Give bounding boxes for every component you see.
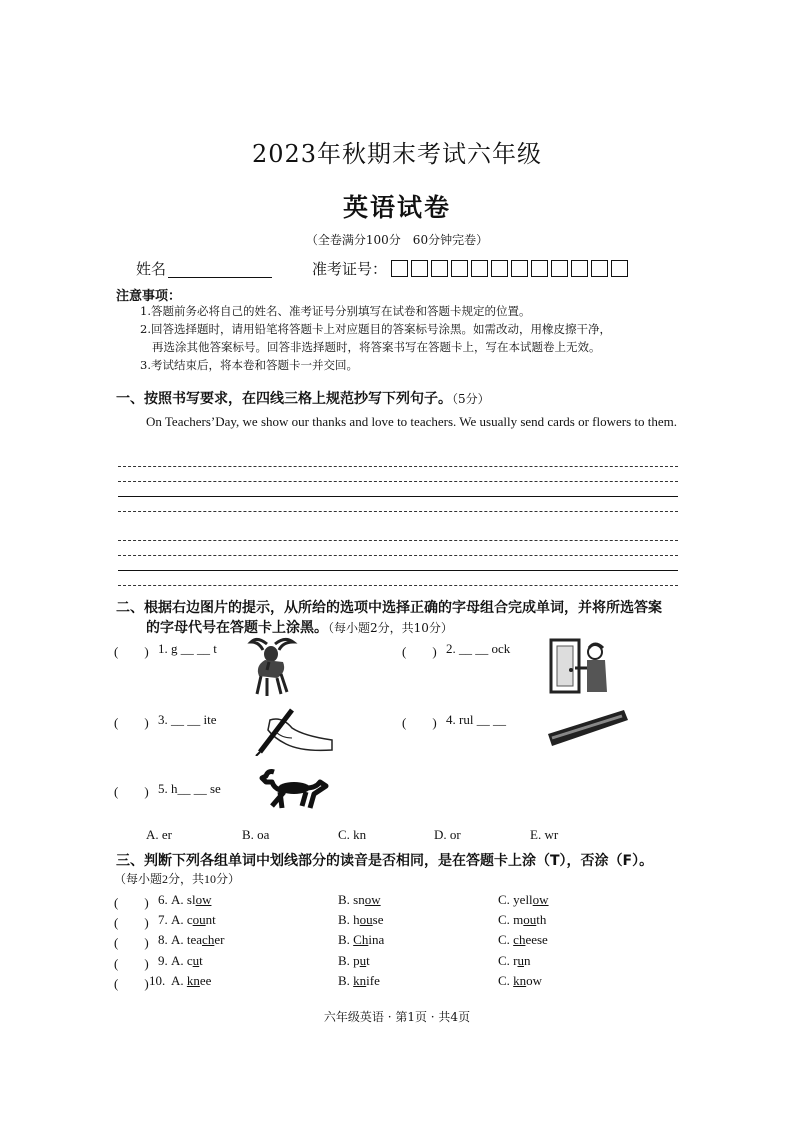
word-choice-c — [498, 892, 549, 908]
id-box[interactable] — [531, 260, 548, 277]
id-box[interactable] — [571, 260, 588, 277]
question-number: 8. — [158, 932, 168, 947]
word-prefix: C. r — [498, 953, 518, 968]
word-choice-a — [171, 892, 211, 908]
section3-heading: 三、判断下列各组单词中划线部分的读音是否相同，是在答题卡上涂（T），否涂（F）。 — [116, 853, 654, 869]
section1-heading-text: 一、按照书写要求，在四线三格上规范抄写下列句子。 — [116, 391, 452, 407]
answer-paren[interactable]: ( ) — [114, 784, 149, 799]
id-box[interactable] — [611, 260, 628, 277]
underlined-part: ou — [359, 912, 373, 927]
section2-heading: 二、根据右边图片的提示，从所给的选项中选择正确的字母组合完成单词，并将所选答案 — [116, 600, 662, 616]
word-prefix: A. — [171, 973, 187, 988]
id-box[interactable] — [591, 260, 608, 277]
id-box[interactable] — [471, 260, 488, 277]
note-item: 3.考试结束后，将本卷和答题卡一并交回。 — [140, 358, 358, 372]
word-choice-c — [498, 973, 542, 989]
door-knock-image — [549, 638, 611, 694]
id-box[interactable] — [411, 260, 428, 277]
underlined-part: kn — [353, 973, 367, 988]
word-suffix: t — [199, 953, 203, 968]
underlined-part: ou — [523, 912, 537, 927]
id-label: 准考证号： — [312, 260, 388, 278]
question-1: 1. g __ __ t — [158, 641, 217, 656]
id-box[interactable] — [391, 260, 408, 277]
answer-paren[interactable]: ( ) — [114, 935, 149, 950]
word-suffix: er — [214, 932, 225, 947]
question-number: 10. — [149, 973, 166, 988]
question-number: 7. — [158, 912, 168, 927]
section2-heading-text: 的字母代号在答题卡上涂黑。 — [146, 620, 328, 636]
question-number: 9. — [158, 953, 168, 968]
writing-line — [118, 540, 678, 541]
answer-paren[interactable]: ( ) — [402, 715, 437, 730]
underlined-part: u — [517, 953, 524, 968]
underlined-part: kn — [186, 973, 200, 988]
note-item: 1.答题前务必将自己的姓名、准考证号分别填写在试卷和答题卡规定的位置。 — [140, 304, 531, 318]
underlined-part: ch — [513, 932, 526, 947]
answer-paren[interactable]: ( ) — [114, 956, 149, 971]
word-prefix: C. — [498, 932, 514, 947]
exam-subject: 英语试卷 — [342, 193, 451, 222]
word-choice-c — [498, 953, 531, 969]
notes-heading: 注意事项： — [116, 289, 182, 304]
exam-id-boxes[interactable] — [391, 260, 628, 277]
underlined-part: ow — [364, 892, 381, 907]
id-box[interactable] — [451, 260, 468, 277]
note-item: 再选涂其他答案标号。回答非选择题时，将答案书写在答题卡上，写在本试题卷上无效。 — [152, 340, 601, 354]
ruler-image — [546, 704, 630, 750]
underlined-part: ou — [192, 912, 206, 927]
writing-line — [118, 481, 678, 482]
writing-line — [118, 511, 678, 512]
id-box[interactable] — [431, 260, 448, 277]
word-choice-c — [498, 912, 546, 928]
word-suffix: th — [536, 912, 547, 927]
word-suffix: ife — [366, 973, 380, 988]
word-prefix: A. tea — [171, 932, 203, 947]
exam-subtitle: （全卷满分100分 60分钟完卷） — [305, 233, 489, 247]
page-footer: 六年级英语 · 第1页 · 共4页 — [323, 1010, 471, 1024]
section3-score: （每小题2分，共10分） — [114, 872, 241, 886]
underlined-part: Ch — [353, 932, 369, 947]
word-suffix: se — [372, 912, 384, 927]
word-choice-c — [498, 932, 548, 948]
word-prefix: B. — [338, 932, 354, 947]
word-prefix: B. — [338, 973, 354, 988]
option-a: A. er — [146, 827, 172, 842]
question-4: 4. rul __ __ — [446, 712, 506, 727]
word-choice-b — [338, 953, 370, 969]
underlined-part: kn — [513, 973, 527, 988]
section1-heading — [116, 388, 490, 408]
word-choice-b — [338, 912, 384, 928]
word-suffix: ina — [368, 932, 385, 947]
question-2: 2. __ __ ock — [446, 641, 511, 656]
question-number: 6. — [158, 892, 168, 907]
word-choice-a — [171, 973, 211, 989]
question-3: 3. __ __ ite — [158, 712, 217, 727]
name-field[interactable] — [168, 259, 272, 278]
word-suffix: eese — [525, 932, 548, 947]
word-suffix: t — [366, 953, 370, 968]
word-suffix: nt — [205, 912, 216, 927]
option-b: B. oa — [242, 827, 270, 842]
underlined-part: ow — [532, 892, 549, 907]
writing-line — [118, 466, 678, 467]
word-suffix: ow — [526, 973, 543, 988]
word-suffix: ee — [199, 973, 212, 988]
word-suffix: n — [524, 953, 531, 968]
section2-heading-line2 — [146, 617, 453, 637]
word-choice-b — [338, 932, 384, 948]
id-box[interactable] — [551, 260, 568, 277]
writing-line — [118, 555, 678, 556]
word-prefix: A. sl — [171, 892, 196, 907]
word-choice-a — [171, 953, 203, 969]
word-prefix: A. c — [171, 953, 193, 968]
underlined-part: u — [192, 953, 200, 968]
word-prefix: C. yell — [498, 892, 533, 907]
candidate-info-row — [136, 258, 628, 279]
word-prefix: B. sn — [338, 892, 365, 907]
word-choice-a — [171, 932, 224, 948]
answer-paren[interactable]: ( ) — [114, 715, 149, 730]
word-prefix: C. m — [498, 912, 524, 927]
writing-hand-image — [252, 708, 334, 756]
option-d: D. or — [434, 827, 461, 842]
name-label: 姓名 — [136, 260, 167, 278]
option-e: E. wr — [530, 827, 559, 842]
word-choice-b — [338, 892, 381, 908]
word-prefix: B. h — [338, 912, 360, 927]
answer-paren[interactable]: ( ) — [402, 644, 437, 659]
horse-image — [256, 768, 330, 810]
note-item: 2.回答选择题时，请用铅笔将答题卡上对应题目的答案标号涂黑。如需改动，用橡皮擦干净， — [140, 322, 611, 336]
exam-title: 2023年秋期末考试六年级 — [251, 140, 543, 168]
id-box[interactable] — [511, 260, 528, 277]
option-c: C. kn — [338, 827, 367, 842]
answer-paren[interactable]: ( ) — [114, 976, 149, 991]
word-prefix: A. c — [171, 912, 193, 927]
underlined-part: ow — [195, 892, 212, 907]
answer-paren[interactable]: ( ) — [114, 895, 149, 910]
goat-image — [247, 636, 299, 698]
word-prefix: C. — [498, 973, 514, 988]
answer-paren[interactable]: ( ) — [114, 915, 149, 930]
section2-score: （每小题2分，共10分） — [328, 621, 453, 635]
writing-baseline — [118, 570, 678, 571]
underlined-part: ch — [202, 932, 215, 947]
question-5: 5. h__ __ se — [158, 781, 221, 796]
word-prefix: B. p — [338, 953, 360, 968]
writing-line — [118, 585, 678, 586]
section1-score: （5分） — [452, 392, 490, 406]
word-choice-a — [171, 912, 216, 928]
answer-paren[interactable]: ( ) — [114, 644, 149, 659]
word-choice-b — [338, 973, 380, 989]
copy-sentence: On Teachers’Day, we show our thanks and love to teachers. We usually send cards or flowers to them. — [146, 414, 678, 429]
underlined-part: u — [359, 953, 367, 968]
writing-baseline — [118, 496, 678, 497]
id-box[interactable] — [491, 260, 508, 277]
